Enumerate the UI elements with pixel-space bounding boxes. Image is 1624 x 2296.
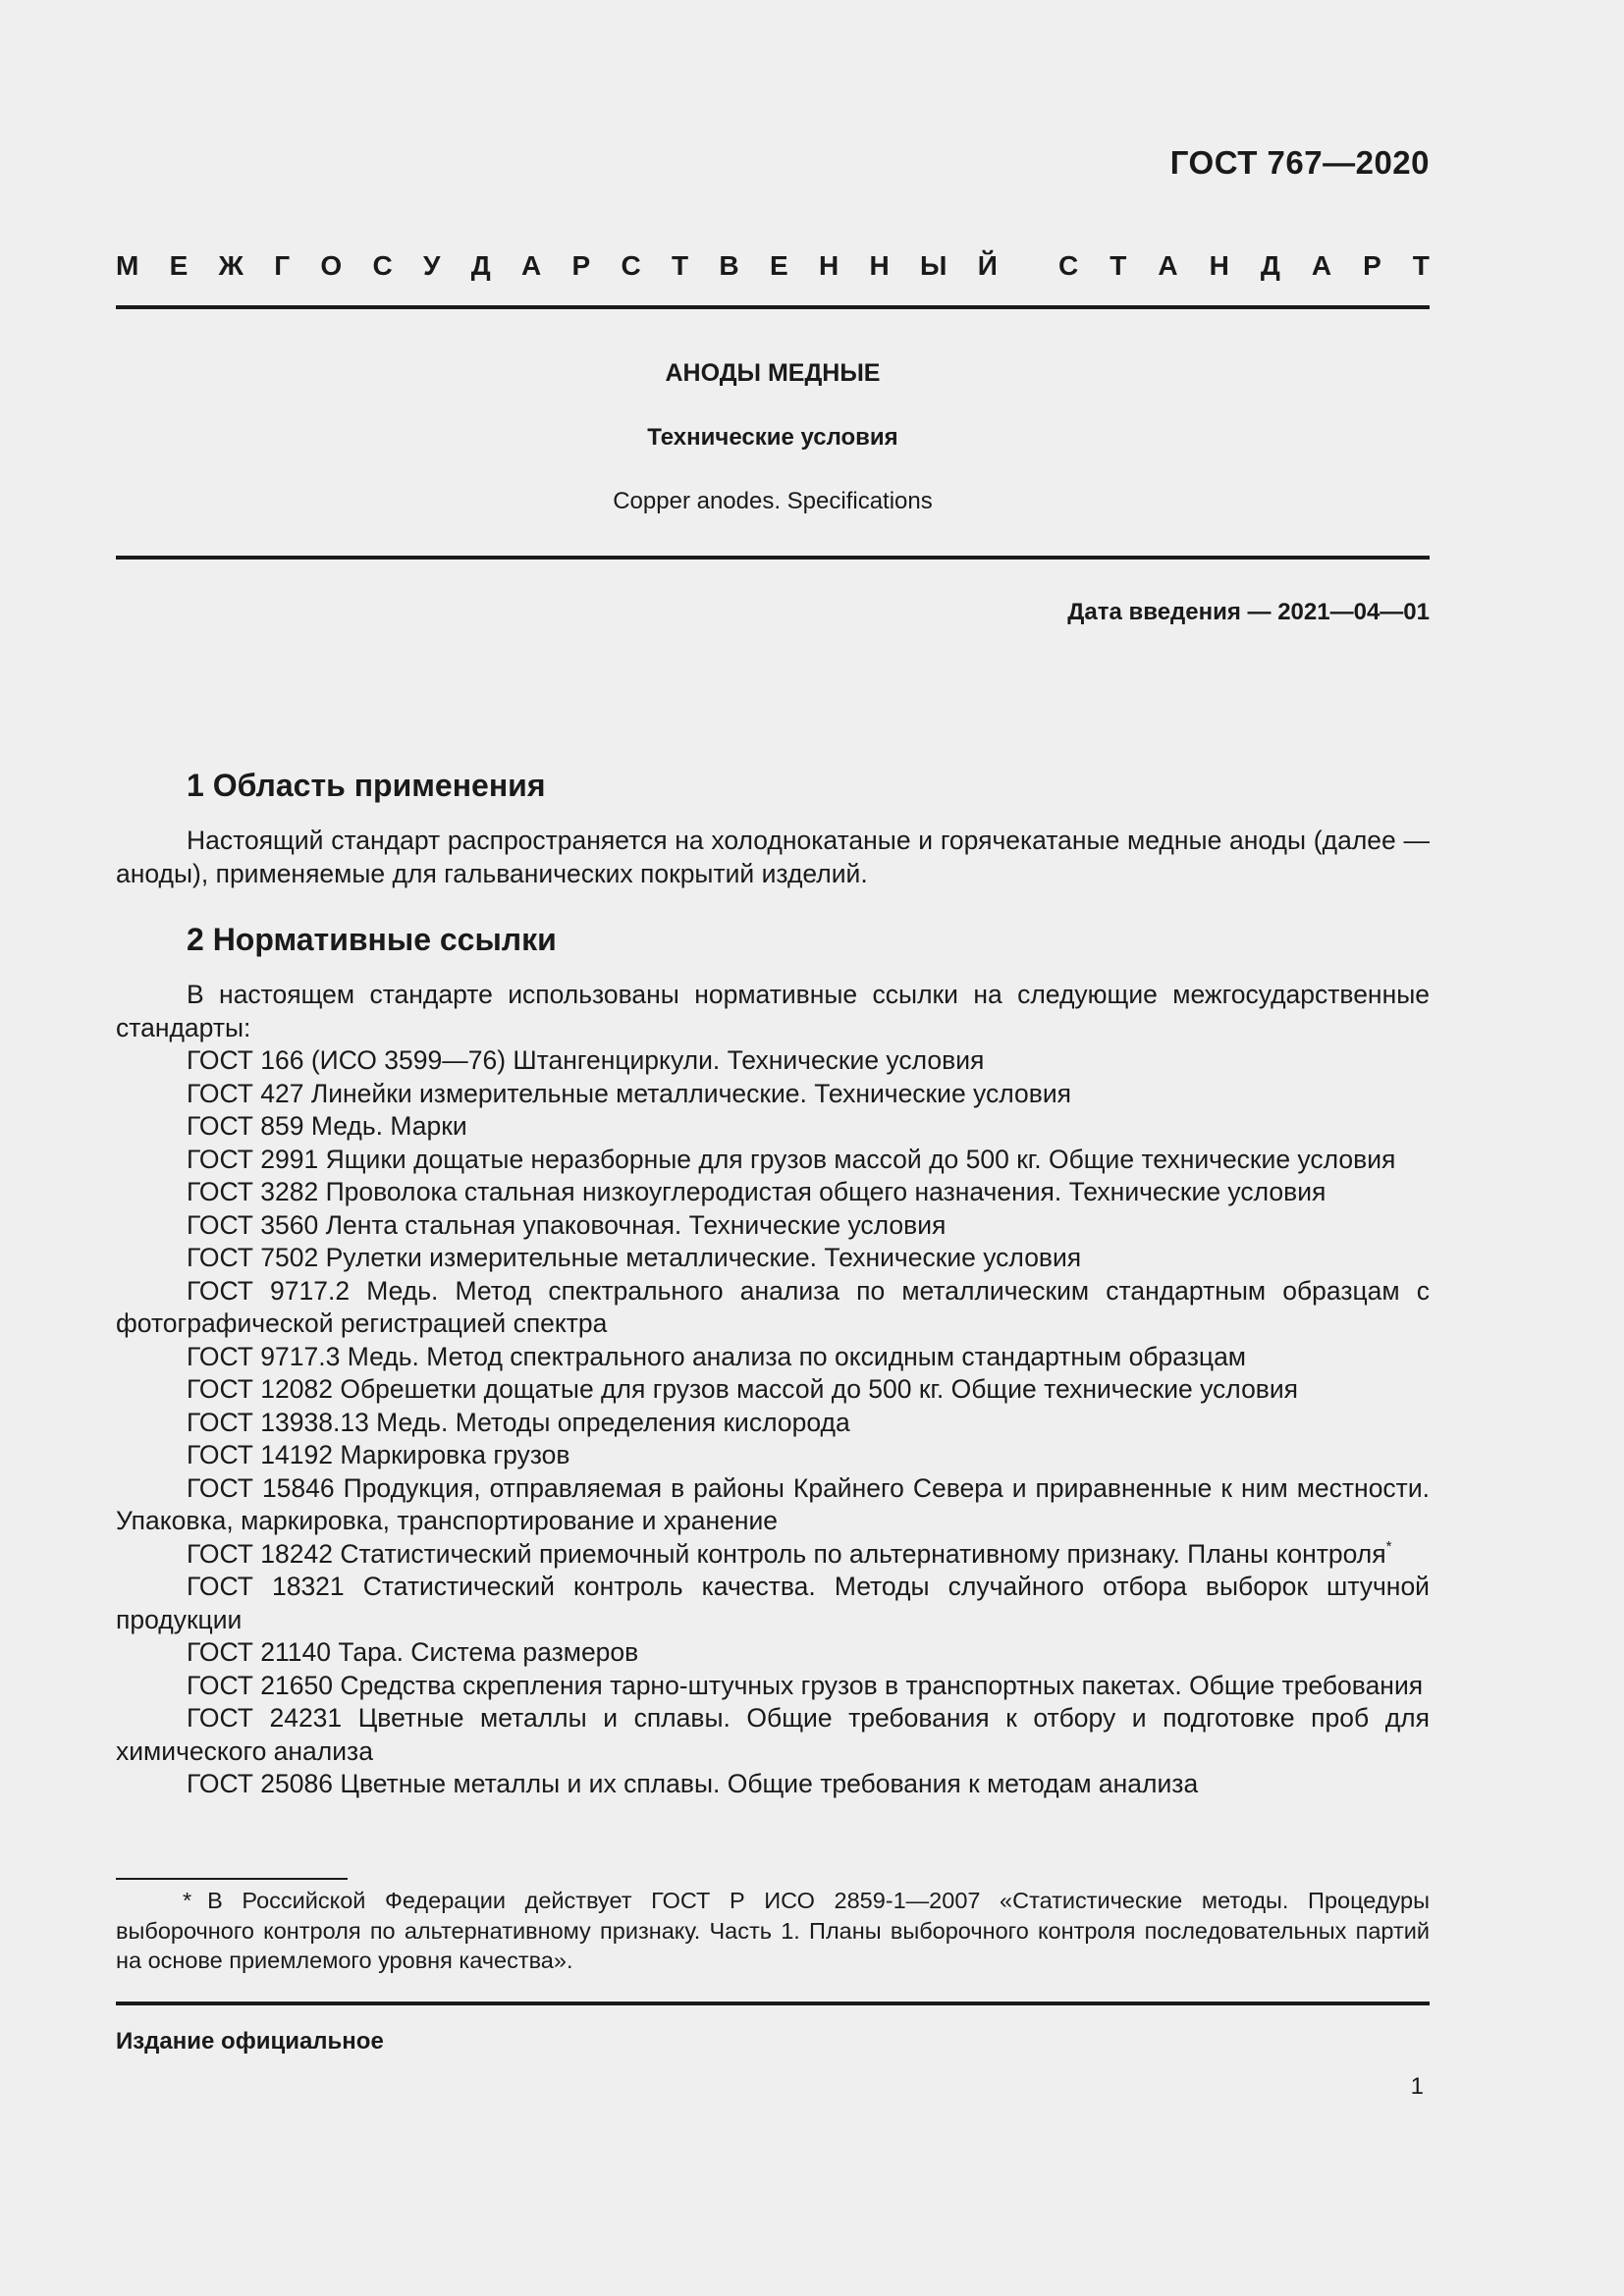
reference-item xyxy=(116,1670,1430,1703)
header-divider xyxy=(116,305,1430,309)
footnote xyxy=(116,1886,1430,1976)
reference-item xyxy=(116,1242,1430,1275)
reference-text: ГОСТ 859 Медь. Марки xyxy=(187,1111,467,1141)
section-1-text: Настоящий стандарт распространяется на холоднокатаные и горячекатаные медные аноды (далее — аноды), применяемые для гальванических покрытий изделий. xyxy=(116,826,1430,888)
standard-type-word-1: М Е Ж Г О С У Д А Р С Т В Е Н Н Ы Й xyxy=(116,250,998,281)
reference-item xyxy=(116,1144,1430,1177)
footnote-separator xyxy=(116,1878,348,1880)
edition-label: Издание официальное xyxy=(116,2028,384,2055)
footnote-text: В Российской Федерации действует ГОСТ Р ИСО 2859-1—2007 «Статистические методы. Процедуры выборочного контроля по альтернативному признаку. Часть 1. Планы выборочного контроля последовательных партий на основе приемлемого уровня качества». xyxy=(116,1888,1430,1973)
page-number: 1 xyxy=(1410,2073,1424,2100)
reference-item xyxy=(116,1768,1430,1801)
reference-text: ГОСТ 12082 Обрешетки дощатые для грузов массой до 500 кг. Общие технические условия xyxy=(187,1374,1299,1404)
reference-item xyxy=(116,1439,1430,1472)
reference-list xyxy=(116,1044,1430,1801)
introduction-date: Дата введения — 2021—04—01 xyxy=(1067,599,1430,625)
reference-item xyxy=(116,1176,1430,1209)
reference-text: ГОСТ 3560 Лента стальная упаковочная. Технические условия xyxy=(187,1209,947,1240)
reference-item xyxy=(116,1702,1430,1768)
standard-number: ГОСТ 767—2020 xyxy=(1169,144,1430,181)
reference-item xyxy=(116,1373,1430,1407)
document-title: АНОДЫ МЕДНЫЕ xyxy=(665,359,881,387)
reference-text: ГОСТ 21650 Средства скрепления тарно-штучных грузов в транспортных пакетах. Общие требования xyxy=(187,1670,1424,1700)
reference-text: ГОСТ 25086 Цветные металлы и их сплавы. Общие требования к методам анализа xyxy=(187,1769,1199,1798)
standard-type-heading xyxy=(116,250,1430,282)
section-2-intro: В настоящем стандарте использованы нормативные ссылки на следующие межгосударственные стандарты: xyxy=(116,980,1430,1042)
standard-type-word-2: С Т А Н Д А Р Т xyxy=(1058,250,1430,281)
reference-item xyxy=(116,1044,1430,1078)
section-1-heading: 1 Область применения xyxy=(187,768,546,803)
reference-item xyxy=(116,1341,1430,1374)
reference-item xyxy=(116,1636,1430,1670)
document-title-english: Copper anodes. Specifications xyxy=(613,488,933,514)
reference-item xyxy=(116,1110,1430,1144)
document-subtitle: Технические условия xyxy=(647,424,898,451)
reference-text: ГОСТ 13938.13 Медь. Методы определения кислорода xyxy=(187,1407,850,1437)
reference-item xyxy=(116,1275,1430,1341)
reference-text: ГОСТ 166 (ИСО 3599—76) Штангенциркули. Технические условия xyxy=(187,1045,985,1075)
reference-text: ГОСТ 3282 Проволока стальная низкоуглеродистая общего назначения. Технические условия xyxy=(187,1177,1326,1206)
document-body xyxy=(116,766,1430,1801)
reference-item xyxy=(116,1571,1430,1636)
reference-text: ГОСТ 427 Линейки измерительные металлические. Технические условия xyxy=(187,1078,1071,1108)
reference-text: ГОСТ 24231 Цветные металлы и сплавы. Общие требования к отбору и подготовке проб для химического анализа xyxy=(116,1703,1430,1766)
reference-text: ГОСТ 15846 Продукция, отправляемая в районы Крайнего Севера и приравненные к ним местности. Упаковка, маркировка, транспортирование и хранение xyxy=(116,1472,1430,1535)
reference-item xyxy=(116,1538,1430,1572)
footnote-mark: * xyxy=(183,1888,192,1913)
footer-divider xyxy=(116,2002,1430,2005)
reference-item xyxy=(116,1472,1430,1538)
title-divider xyxy=(116,556,1430,560)
footnote-reference-mark: * xyxy=(1385,1537,1392,1555)
reference-item xyxy=(116,1407,1430,1440)
reference-item xyxy=(116,1209,1430,1243)
section-2-heading: 2 Нормативные ссылки xyxy=(187,922,557,957)
reference-text: ГОСТ 2991 Ящики дощатые неразборные для грузов массой до 500 кг. Общие технические условия xyxy=(187,1144,1396,1174)
reference-text: ГОСТ 9717.3 Медь. Метод спектрального анализа по оксидным стандартным образцам xyxy=(187,1341,1247,1371)
reference-text: ГОСТ 18321 Статистический контроль качества. Методы случайного отбора выборок штучной продукции xyxy=(116,1572,1430,1634)
reference-text: ГОСТ 9717.2 Медь. Метод спектрального анализа по металлическим стандартным образцам с фотографической регистрацией спектра xyxy=(116,1275,1430,1338)
reference-text: ГОСТ 21140 Тара. Система размеров xyxy=(187,1637,639,1667)
reference-item xyxy=(116,1078,1430,1111)
reference-text: ГОСТ 18242 Статистический приемочный контроль по альтернативному признаку. Планы контроля xyxy=(187,1538,1386,1569)
reference-text: ГОСТ 14192 Маркировка грузов xyxy=(187,1440,570,1469)
reference-text: ГОСТ 7502 Рулетки измерительные металлические. Технические условия xyxy=(187,1243,1082,1272)
